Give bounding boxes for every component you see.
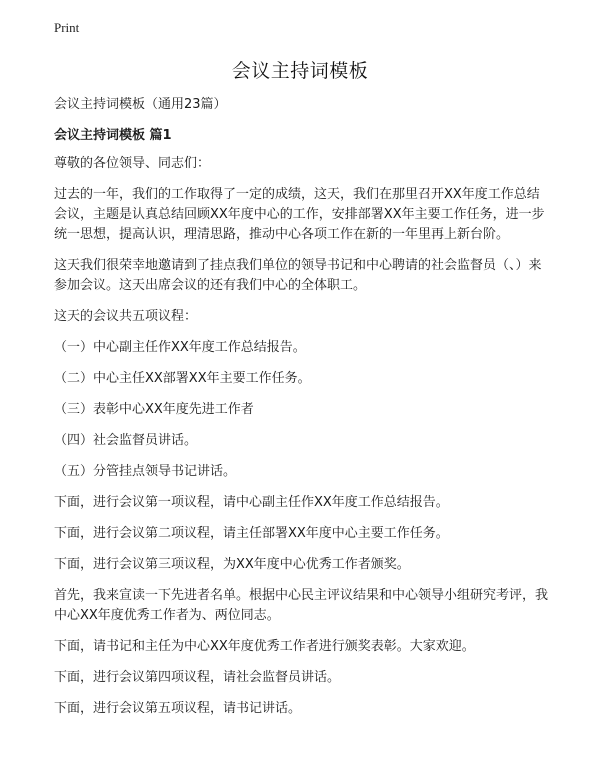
paragraph-awardees: 首先，我来宣读一下先进者名单。根据中心民主评议结果和中心领导小组研究考评，我中心XX年度优秀工作者为、两位同志。 <box>54 588 549 623</box>
paragraph-item-4: 下面，进行会议第四项议程，请社会监督员讲话。 <box>54 670 341 685</box>
paragraph-item-2: 下面，进行会议第二项议程，请主任部署XX年度中心主要工作任务。 <box>54 526 449 541</box>
section-heading: 会议主持词模板 篇1 <box>54 128 172 143</box>
paragraph-guests: 这天我们很荣幸地邀请到了挂点我们单位的领导书记和中心聘请的社会监督员（、）来参加会议。这天出席会议的还有我们中心的全体职工。 <box>54 258 542 293</box>
agenda-item-1: （一）中心副主任作XX年度工作总结报告。 <box>54 340 306 355</box>
agenda-item-2: （二）中心主任XX部署XX年主要工作任务。 <box>54 371 311 386</box>
document-subtitle: 会议主持词模板（通用23篇） <box>54 97 227 112</box>
agenda-item-5: （五）分管挂点领导书记讲话。 <box>54 464 237 479</box>
document-title: 会议主持词模板 <box>231 60 369 82</box>
print-link[interactable]: Print <box>54 20 80 35</box>
paragraph-item-1: 下面，进行会议第一项议程，请中心副主任作XX年度工作总结报告。 <box>54 495 449 510</box>
paragraph-award-ceremony: 下面，请书记和主任为中心XX年度优秀工作者进行颁奖表彰。大家欢迎。 <box>54 639 475 654</box>
agenda-item-4: （四）社会监督员讲话。 <box>54 433 198 448</box>
paragraph-agenda-intro: 这天的会议共五项议程： <box>54 309 198 324</box>
document-body <box>54 154 550 730</box>
paragraph-intro: 过去的一年，我们的工作取得了一定的成绩，这天，我们在那里召开XX年度工作总结会议，主题是认真总结回顾XX年度中心的工作，安排部署XX年主要工作任务，进一步统一思想，提高认识，理清思路，推动中心各项工作在新的一年里再上新台阶。 <box>54 187 545 242</box>
paragraph-item-5: 下面，进行会议第五项议程，请书记讲话。 <box>54 701 302 716</box>
paragraph-item-3: 下面，进行会议第三项议程，为XX年度中心优秀工作者颁奖。 <box>54 557 410 572</box>
agenda-item-3: （三）表彰中心XX年度先进工作者 <box>54 402 254 417</box>
paragraph-greeting: 尊敬的各位领导、同志们： <box>54 156 211 171</box>
